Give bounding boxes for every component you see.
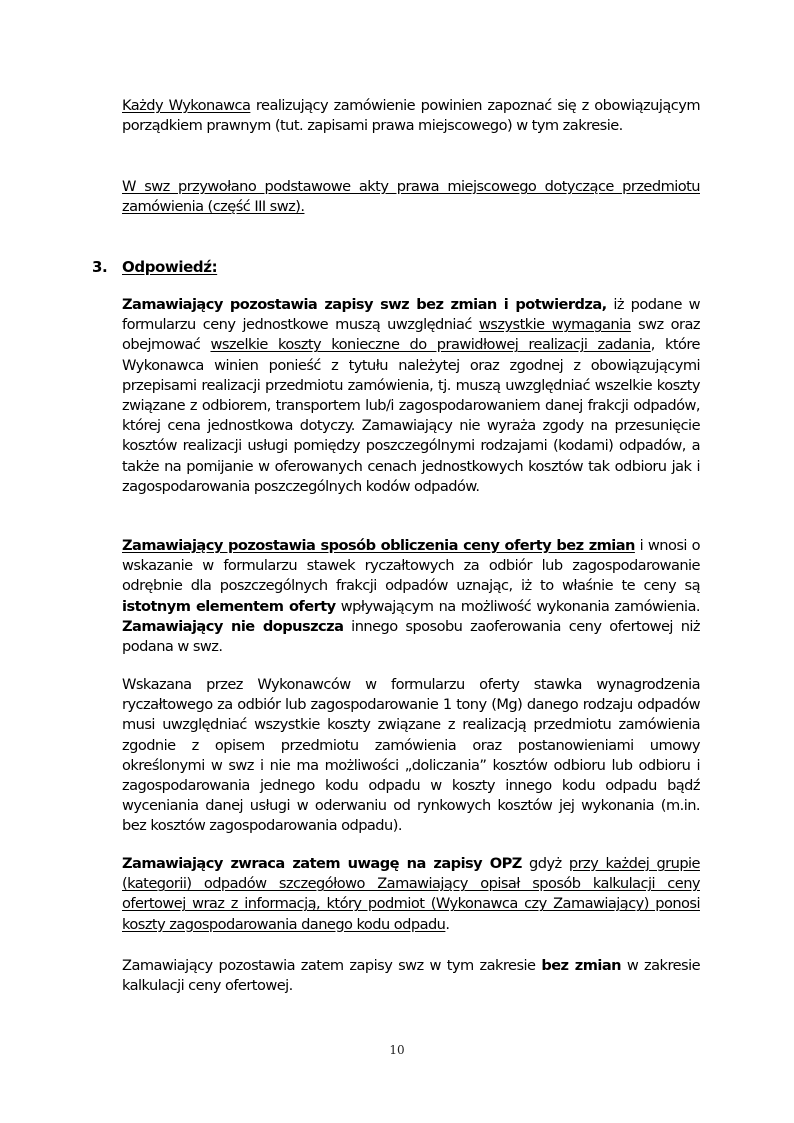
- text-segment: istotnym elementem oferty: [122, 597, 336, 615]
- text-segment: Zamawiający pozostawia zapisy swz bez zmian i potwierdza,: [122, 296, 607, 313]
- text-segment: przy każdej grupie (kategorii) odpadów szczegółowo Zamawiający opisał sposób kalkulacji ceny ofertowej wraz z informacją, który podmiot (Wykonawca czy Zamawiający) ponosi koszty zagospodarowania danego kodu odpadu: [122, 855, 700, 933]
- text-segment: , które Wykonawca winien ponieść z tytułu należytej oraz zgodnej z obowiązującymi przepisami realizacji przedmiotu zamówienia, tj. muszą uwzględniać wszelkie koszty związane z odbiorem, transportem lub/i zagospodarowaniem danej frakcji odpadów, której cena jednostkowa dotyczy. Zamawiający nie wyraża zgody na przesunięcie kosztów realizacji usługi pomiędzy poszczególnymi rodzajami (kodami) odpadów, a także na pomijanie w oferowanych cenach jednostkowych kosztów tak odbioru jak i zagospodarowania poszczególnych kodów odpadów.: [122, 336, 700, 495]
- text-segment: .: [445, 915, 450, 933]
- text-segment: Zamawiający zwraca zatem uwagę na zapisy OPZ: [122, 855, 522, 872]
- section-number: 3.: [92, 258, 108, 276]
- section-heading: [92, 258, 217, 276]
- text-segment: Zamawiający pozostawia sposób obliczenia ceny oferty bez zmian: [122, 537, 635, 554]
- text-segment: bez zmian: [541, 957, 621, 974]
- paragraph-opz-attention: [122, 854, 700, 935]
- page-number: 10: [389, 1043, 405, 1057]
- paragraph-lump-sum-rate: [122, 675, 700, 837]
- text-segment: w zakresie kalkulacji ceny ofertowej.: [122, 957, 701, 995]
- paragraph-unit-prices-requirements: [122, 295, 700, 497]
- text-segment: gdyż: [521, 855, 569, 872]
- text-segment: realizujący zamówienie powinien zapoznać się z obowiązującym porządkiem prawnym (tut. zapisami prawa miejscowego) w tym zakresie.: [122, 97, 700, 135]
- text-segment: swz oraz obejmować: [122, 316, 701, 354]
- section-title: Odpowiedź:: [122, 258, 218, 276]
- paragraph-price-calculation-method: [122, 536, 700, 657]
- text-segment: innego sposobu zaoferowania ceny ofertowej niż podana w swz.: [122, 617, 701, 656]
- text-segment: Zamawiający nie dopuszcza: [122, 617, 344, 635]
- text-segment: W swz przywołano podstawowe akty prawa miejscowego dotyczące przedmiotu zamówienia (część III swz).: [122, 178, 700, 216]
- text-segment: wszelkie koszty konieczne do prawidłowej realizacji zadania: [210, 336, 651, 354]
- paragraph-contractor-legal-order: [122, 96, 700, 136]
- text-segment: Wskazana przez Wykonawców w formularzu oferty stawka wynagrodzenia ryczałtowego za odbiór lub zagospodarowanie 1 tony (Mg) danego rodzaju odpadów musi uwzględniać wszystkie koszty związane z realizacją przedmiotu zamówienia zgodnie z opisem przedmiotu zamówienia oraz postanowieniami umowy określonymi w swz i nie ma możliwości „doliczania” kosztów odbioru lub odbioru i zagospodarowania jednego kodu odpadu w koszty innego kodu odpadu bądź wyceniania danej usługi w oderwaniu od rynkowych kosztów jej wykonania (m.in. bez kosztów zagospodarowania odpadu).: [122, 676, 700, 835]
- text-segment: iż podane w formularzu ceny jednostkowe muszą uwzględniać: [122, 296, 700, 334]
- paragraph-local-law-acts: [122, 177, 700, 217]
- text-segment: wszystkie wymagania: [478, 316, 631, 334]
- paragraph-conclusion: [122, 956, 700, 996]
- text-segment: Zamawiający pozostawia zatem zapisy swz w tym zakresie: [122, 957, 542, 974]
- text-segment: i wnosi o wskazanie w formularzu stawek ryczałtowych za odbiór lub zagospodarowanie odrębnie dla poszczególnych frakcji odpadów uznając, iż to właśnie te ceny są: [122, 537, 700, 595]
- text-segment: wpływającym na możliwość wykonania zamówienia.: [335, 597, 700, 615]
- text-segment: Każdy Wykonawca: [122, 97, 251, 114]
